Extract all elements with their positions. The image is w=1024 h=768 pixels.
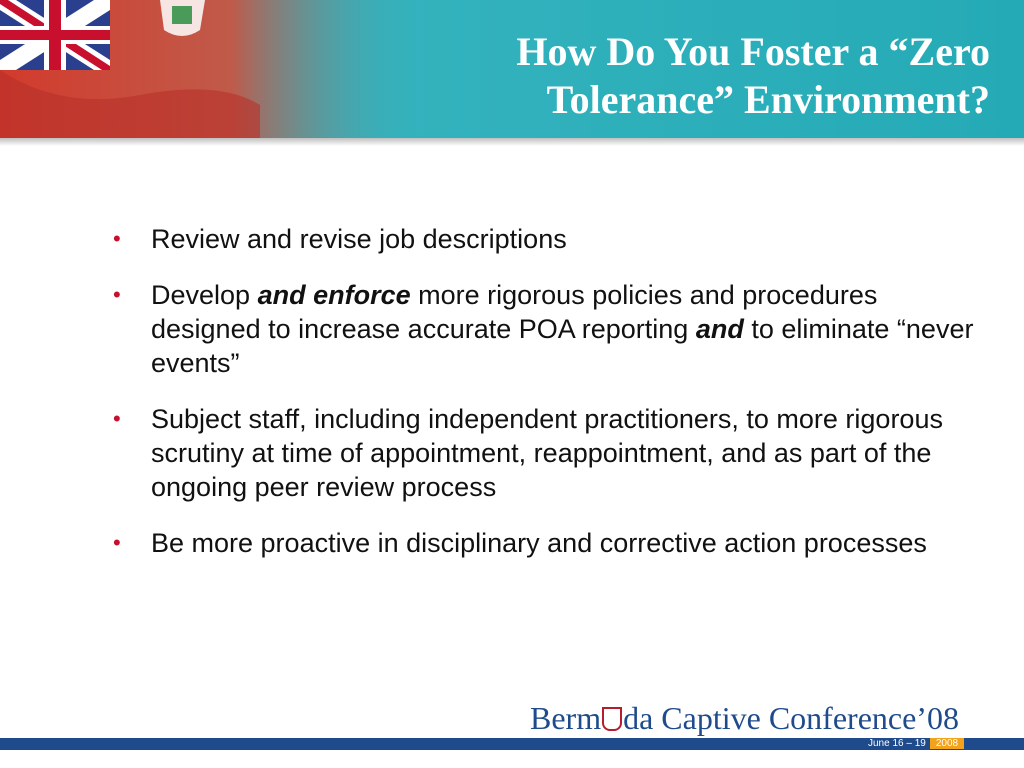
bullet-item-4 xyxy=(110,526,990,560)
header-shadow xyxy=(0,138,1024,146)
conference-logo xyxy=(530,700,1000,736)
bullet-item-1 xyxy=(110,222,990,256)
logo-text xyxy=(530,700,959,736)
date-tag xyxy=(868,738,964,750)
bullet-item-3 xyxy=(110,402,990,504)
crest-icon xyxy=(602,707,622,731)
bullet-icon: • xyxy=(113,406,121,431)
bullet-emphasis: and xyxy=(695,314,744,344)
bullet-text-part: more rigorous policies and procedures designed to increase accurate POA reporting xyxy=(151,280,878,344)
bullet-icon: • xyxy=(113,530,121,555)
title-line-1: How Do You Foster a “Zero xyxy=(516,29,990,74)
flag-image xyxy=(0,0,420,138)
bullet-text-part: Develop xyxy=(151,280,258,310)
bullet-text: Be more proactive in disciplinary and corrective action processes xyxy=(151,528,927,558)
bullet-text-part: to eliminate “never events” xyxy=(151,314,974,378)
bullet-icon: • xyxy=(113,282,121,307)
bullet-text: Subject staff, including independent practitioners, to more rigorous scrutiny at time of appointment, reappointment, and as part of the ongoing peer review process xyxy=(151,404,943,502)
slide-title xyxy=(370,28,990,124)
bullet-item-2 xyxy=(110,278,990,380)
logo-text-part: da Captive Conference’08 xyxy=(623,700,959,736)
bullet-list xyxy=(110,222,990,582)
bullet-emphasis: and enforce xyxy=(257,280,411,310)
conference-dates: June 16 – 19 xyxy=(868,738,926,749)
header-banner xyxy=(0,0,1024,138)
title-line-2: Tolerance” Environment? xyxy=(546,77,990,122)
bullet-icon: • xyxy=(113,226,121,251)
logo-text-part: Berm xyxy=(530,700,602,736)
bullet-text: Review and revise job descriptions xyxy=(151,224,567,254)
conference-year: 2008 xyxy=(930,738,964,749)
